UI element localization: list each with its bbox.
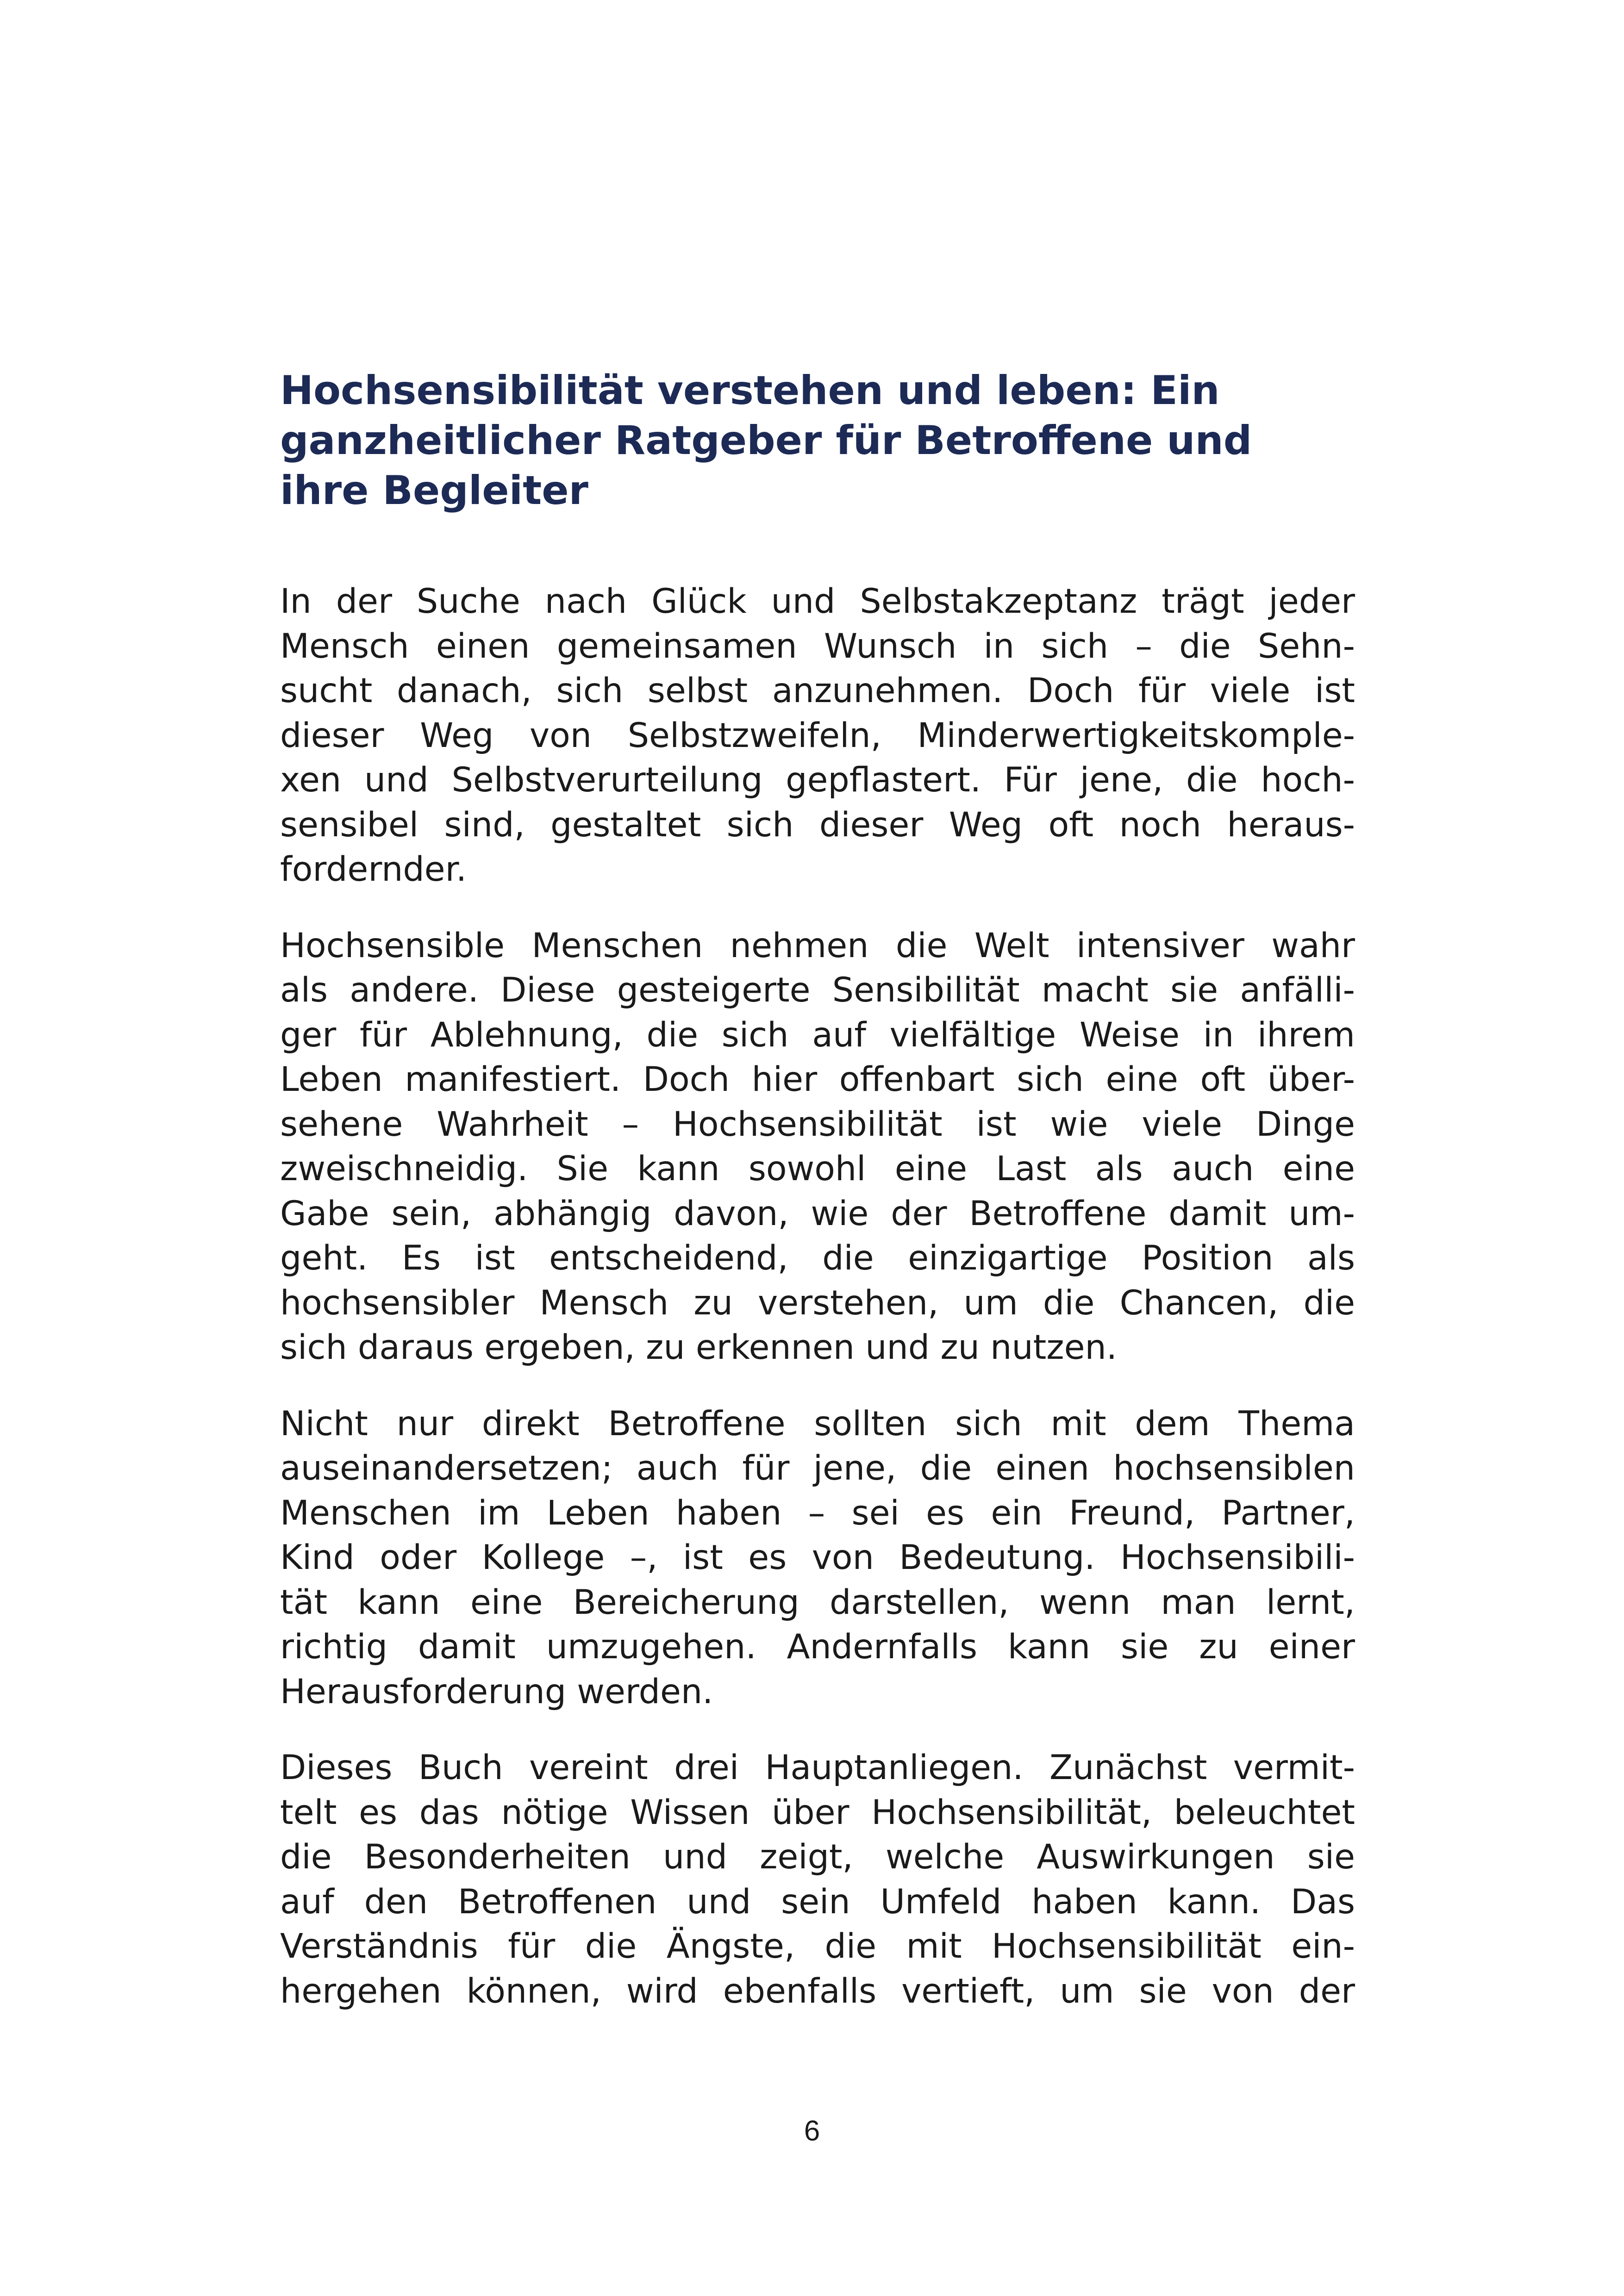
text-line: In der Suche nach Glück und Selbstakzeptanz trägt jeder xyxy=(280,582,1355,621)
chapter-heading xyxy=(280,366,1359,516)
paragraph-3 xyxy=(280,1402,1355,1715)
text-line: dieser Weg von Selbstzweifeln, Minderwertigkeitskomple- xyxy=(280,716,1355,755)
text-line: Dieses Buch vereint drei Hauptanliegen. Zunächst vermit- xyxy=(280,1748,1355,1787)
body-text xyxy=(280,579,1355,2045)
paragraph-4 xyxy=(280,1746,1355,2014)
text-line: Menschen im Leben haben – sei es ein Freund, Partner, xyxy=(280,1493,1355,1533)
text-line: Nicht nur direkt Betroffene sollten sich mit dem Thema xyxy=(280,1404,1355,1444)
text-line: Verständnis für die Ängste, die mit Hochsensibilität ein- xyxy=(280,1927,1355,1966)
text-line: die Besonderheiten und zeigt, welche Auswirkungen sie xyxy=(280,1837,1355,1877)
text-line: ger für Ablehnung, die sich auf vielfältige Weise in ihrem xyxy=(280,1015,1355,1055)
heading-line: ihre Begleiter xyxy=(280,467,588,514)
text-line: Hochsensible Menschen nehmen die Welt intensiver wahr xyxy=(280,926,1355,965)
paragraph-2 xyxy=(280,924,1355,1370)
text-line: sich daraus ergeben, zu erkennen und zu nutzen. xyxy=(280,1328,1117,1367)
text-line: Leben manifestiert. Doch hier offenbart sich eine oft über- xyxy=(280,1060,1355,1099)
text-line: fordernder. xyxy=(280,850,467,889)
heading-line: Hochsensibilität verstehen und leben: Ein xyxy=(280,367,1220,414)
text-line: auseinandersetzen; auch für jene, die einen hochsensiblen xyxy=(280,1449,1355,1488)
text-line: sensibel sind, gestaltet sich dieser Weg oft noch heraus- xyxy=(280,805,1355,845)
text-line: hergehen können, wird ebenfalls vertieft, um sie von der xyxy=(280,1971,1355,2011)
text-line: auf den Betroffenen und sein Umfeld haben kann. Das xyxy=(280,1882,1355,1922)
text-line: Gabe sein, abhängig davon, wie der Betroffene damit um- xyxy=(280,1194,1355,1233)
text-line: Herausforderung werden. xyxy=(280,1672,713,1711)
paragraph-1 xyxy=(280,579,1355,892)
text-line: hochsensibler Mensch zu verstehen, um die Chancen, die xyxy=(280,1283,1355,1323)
text-line: als andere. Diese gesteigerte Sensibilität macht sie anfälli- xyxy=(280,971,1355,1010)
text-line: Kind oder Kollege –, ist es von Bedeutung. Hochsensibili- xyxy=(280,1538,1355,1577)
text-line: xen und Selbstverurteilung gepflastert. Für jene, die hoch- xyxy=(280,760,1355,800)
text-line: zweischneidig. Sie kann sowohl eine Last als auch eine xyxy=(280,1149,1355,1188)
text-line: geht. Es ist entscheidend, die einzigartige Position als xyxy=(280,1238,1355,1278)
text-line: telt es das nötige Wissen über Hochsensibilität, beleuchtet xyxy=(280,1792,1355,1832)
text-line: Mensch einen gemeinsamen Wunsch in sich – die Sehn- xyxy=(280,626,1355,666)
text-line: richtig damit umzugehen. Andernfalls kann sie zu einer xyxy=(280,1627,1355,1667)
heading-line: ganzheitlicher Ratgeber für Betroffene und xyxy=(280,417,1252,464)
page-number: 6 xyxy=(804,2115,820,2147)
text-line: tät kann eine Bereicherung darstellen, wenn man lernt, xyxy=(280,1582,1355,1622)
text-line: sehene Wahrheit – Hochsensibilität ist wie viele Dinge xyxy=(280,1104,1355,1144)
text-line: sucht danach, sich selbst anzunehmen. Doch für viele ist xyxy=(280,671,1355,710)
